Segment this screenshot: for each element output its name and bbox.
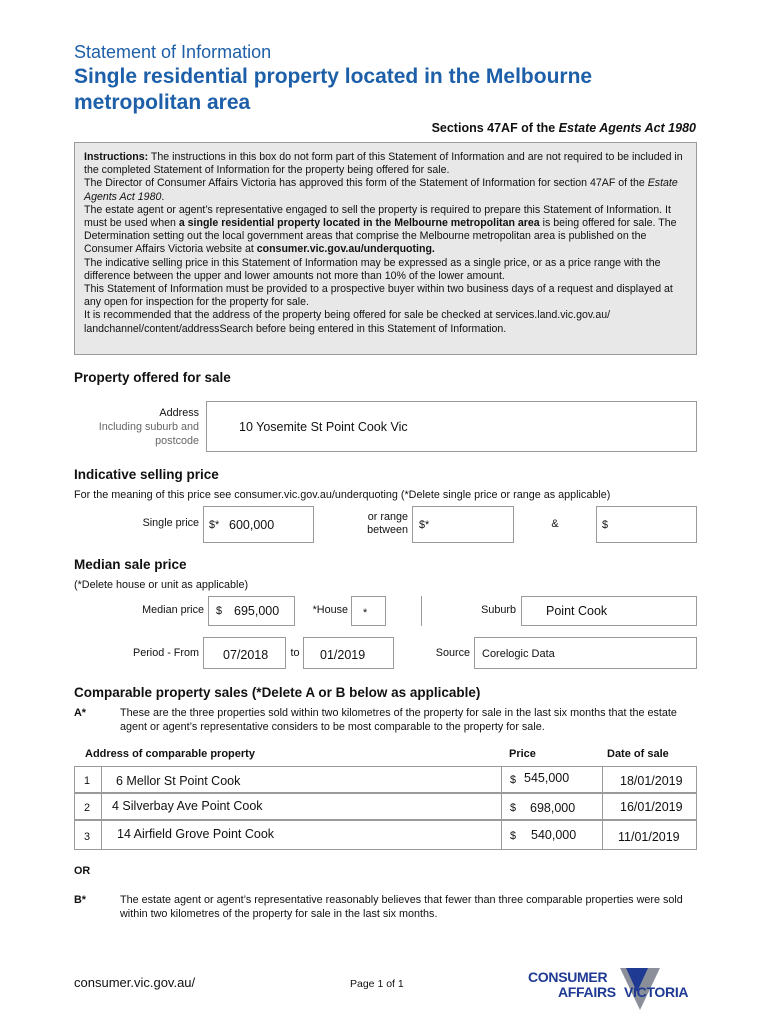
instructions-box	[74, 142, 697, 355]
range-lower-prefix: $*	[419, 519, 430, 531]
page-number: Page 1 of 1	[350, 978, 404, 990]
median-price-value: 695,000	[234, 604, 280, 618]
row-address: 6 Mellor St Point Cook	[116, 774, 241, 788]
row-divider	[101, 821, 102, 849]
row-number: 3	[84, 831, 91, 843]
row-date: 16/01/2019	[620, 800, 683, 814]
period-label: Period - From	[133, 647, 199, 659]
divider	[421, 596, 422, 626]
instructions-p3-bold: a single residential property located in the Melbourne metropolitan area	[178, 217, 540, 230]
col-price-header: Price	[509, 748, 536, 760]
range-ampersand: &	[551, 518, 559, 530]
instructions-p3	[84, 204, 687, 257]
row-date: 18/01/2019	[620, 774, 683, 788]
range-label-line1: or range	[367, 511, 408, 523]
property-heading: Property offered for sale	[74, 370, 231, 385]
table-row[interactable]	[74, 820, 697, 850]
col-date-header: Date of sale	[607, 748, 669, 760]
row-divider	[602, 767, 603, 792]
range-label-line2: between	[367, 524, 408, 536]
sections-act: Estate Agents Act 1980	[558, 121, 696, 135]
row-currency: $	[510, 802, 517, 814]
row-price: 540,000	[531, 828, 577, 842]
row-address: 14 Airfield Grove Point Cook	[117, 827, 275, 841]
row-divider	[501, 821, 502, 849]
option-b-label: B*	[74, 894, 86, 906]
range-upper-prefix: $	[602, 519, 609, 531]
row-number: 2	[84, 802, 91, 814]
period-to-field[interactable]	[303, 637, 394, 669]
row-divider	[501, 767, 502, 792]
median-price-label: Median price	[142, 604, 204, 616]
period-from-field[interactable]	[203, 637, 286, 669]
single-price-value: 600,000	[229, 518, 275, 532]
instructions-p4: The indicative selling price in this Statement of Information may be expressed as a single price, or as a price range with the difference between the upper and lower amounts not more than 10% of the lower amount.	[84, 256, 661, 282]
row-currency: $	[510, 830, 517, 842]
row-divider	[501, 794, 502, 819]
source-field[interactable]	[474, 637, 697, 669]
range-lower-field[interactable]	[412, 506, 514, 543]
suburb-label: Suburb	[481, 604, 516, 616]
address-field[interactable]	[206, 401, 697, 452]
instructions-p3-b: is being offered for sale. The Determination setting out the local government areas that comprise the Melbourne metropolitan area is published on the Consumer Affairs Victoria website at	[84, 217, 677, 256]
option-a-text: These are the three properties sold within two kilometres of the property for sale in the last six months that the estate agent or agent’s representative considers to be most comparable to the property for sale.	[120, 707, 677, 733]
period-to-value: 01/2019	[320, 648, 366, 662]
address-value: 10 Yosemite St Point Cook Vic	[239, 420, 408, 434]
address-label-line3: postcode	[155, 435, 199, 447]
or-label: OR	[74, 865, 91, 877]
row-divider	[101, 767, 102, 792]
address-label	[74, 406, 199, 448]
instructions-p1	[84, 151, 687, 177]
median-price-prefix: $	[216, 605, 223, 617]
page-title: Single residential property located in the Melbourne metropolitan area	[74, 65, 593, 114]
footer-url[interactable]: consumer.vic.gov.au/	[74, 975, 196, 990]
row-number: 1	[84, 775, 91, 787]
row-divider	[101, 794, 102, 819]
house-field[interactable]	[351, 596, 386, 626]
single-price-prefix: $*	[209, 519, 220, 531]
suburb-field[interactable]	[521, 596, 697, 626]
logo-line1: CONSUMER	[528, 969, 608, 985]
range-label	[315, 511, 408, 537]
instructions-p2-act: Estate Agents Act 1980	[84, 177, 678, 203]
comparable-heading: Comparable property sales (*Delete A or B below as applicable)	[74, 685, 481, 700]
row-address: 4 Silverbay Ave Point Cook	[112, 799, 263, 813]
instructions-p2-end: .	[161, 190, 165, 203]
source-label: Source	[435, 647, 470, 659]
address-label-line2: Including suburb and	[98, 421, 199, 433]
suburb-value: Point Cook	[546, 604, 608, 618]
range-upper-field[interactable]	[596, 506, 697, 543]
instructions-p2	[84, 177, 687, 203]
house-value: *	[363, 607, 368, 619]
row-divider	[602, 794, 603, 819]
median-price-field[interactable]	[208, 596, 295, 626]
instructions-p5: This Statement of Information must be provided to a prospective buyer within two business days of a request and displayed at any open for inspection for the property for sale.	[84, 283, 673, 309]
sections-prefix: Sections 47AF of the	[431, 121, 559, 135]
row-currency: $	[510, 774, 517, 786]
option-b-text: The estate agent or agent’s representative reasonably believes that fewer than three comparable properties were sold within two kilometres of the property for sale in the last six months.	[120, 894, 683, 920]
instructions-p6: It is recommended that the address of the property being offered for sale be checked at services.land.vic.gov.au/ landchannel/content/addressSearch before being entered in this Statement of Information.	[84, 309, 611, 335]
table-row[interactable]	[74, 766, 697, 793]
row-divider	[602, 821, 603, 849]
period-to-label: to	[290, 647, 300, 659]
logo-line2b: VICTORIA	[624, 984, 689, 1000]
source-value: Corelogic Data	[482, 648, 555, 660]
form-kicker: Statement of Information	[74, 42, 272, 62]
row-date: 11/01/2019	[618, 830, 680, 844]
instructions-label: Instructions:	[84, 151, 149, 163]
instructions-p2-text: The Director of Consumer Affairs Victoria has approved this form of the Statement of Information for section 47AF of the	[84, 177, 648, 190]
address-label-line1: Address	[159, 407, 199, 419]
instructions-p1-text: The instructions in this box do not form part of this Statement of Information and are not required to be included in the completed Statement of Information for the property being offered for sale.	[84, 151, 683, 177]
col-address-header: Address of comparable property	[85, 748, 255, 760]
underquoting-link[interactable]: consumer.vic.gov.au/underquoting.	[256, 243, 435, 256]
median-note: (*Delete house or unit as applicable)	[74, 579, 249, 591]
logo-line2a: AFFAIRS	[558, 984, 616, 1000]
house-label: *House	[312, 604, 348, 616]
row-price: 545,000	[524, 771, 570, 785]
sections-reference	[432, 121, 696, 135]
row-price: 698,000	[530, 801, 576, 815]
median-heading: Median sale price	[74, 557, 187, 572]
single-price-label: Single price	[142, 517, 199, 529]
option-a-label: A*	[74, 707, 86, 719]
indicative-note: For the meaning of this price see consumer.vic.gov.au/underquoting (*Delete single price or range as applicable)	[74, 489, 611, 501]
instructions-p3-a: The estate agent or agent’s representative engaged to sell the property is required to prepare this Statement of Information. It must be used when	[84, 203, 671, 230]
period-from-value: 07/2018	[223, 648, 269, 662]
single-price-field[interactable]	[203, 506, 314, 543]
consumer-affairs-victoria-logo	[528, 966, 708, 1016]
table-row[interactable]	[74, 793, 697, 820]
indicative-heading: Indicative selling price	[74, 467, 219, 482]
